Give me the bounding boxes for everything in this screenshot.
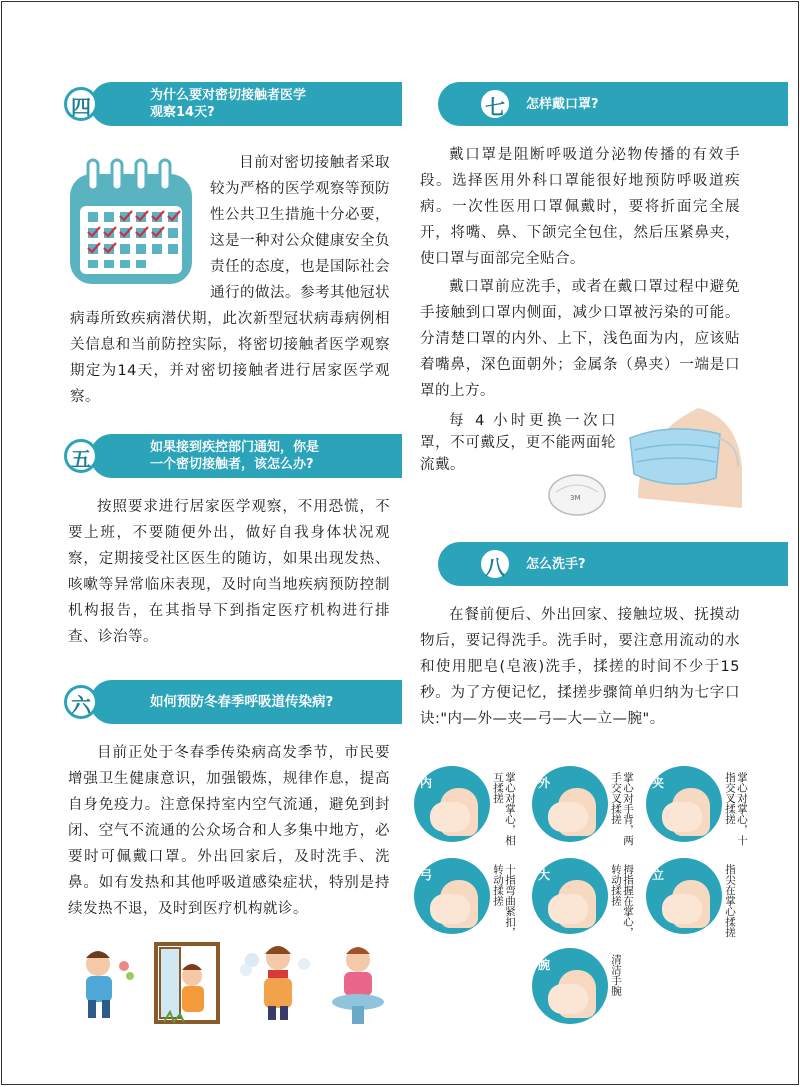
handwash-step-label: 弓 [420, 868, 433, 882]
handwash-step-1-icon [414, 766, 490, 842]
section5-title: 如果接到疾控部门通知，你是 一个密切接触者，该怎么办? [150, 440, 320, 472]
section8-text: 在餐前便后、外出回家、接触垃圾、抚摸动物后，要记得洗手。洗手时，要注意用流动的水和使用肥皂(皂液)洗手，揉搓的时间不少于15秒。为了方便记忆，揉搓步骤简单归纳为七字口诀:"内—外—夹—弓—大—立—腕"。 [420, 607, 740, 727]
section7-paragraph-2: 戴口罩前应洗手，或者在戴口罩过程中避免手接触到口罩内侧面，减少口罩被污染的可能。分清楚口罩的内外、上下，浅色面为内，应该贴着嘴鼻，深色面朝外；金属条（鼻夹）一端是口罩的上方。 [420, 279, 740, 399]
section7-text [420, 142, 740, 404]
section8-banner [438, 542, 788, 586]
handwash-step-2-icon [532, 766, 608, 842]
handwash-step-label: 夹 [652, 776, 665, 790]
handwash-step-5-icon [532, 858, 608, 934]
handwash-step-7-icon [532, 948, 608, 1024]
section4-text: 目前对密切接触者采取较为严格的医学观察等预防性公共卫生措施十分必要，这是一种对公众健康安全负责任的态度，也是国际社会通行的做法。参考其他冠状病毒所致疾病潜伏期，此次新型冠状病毒病例相关信息和当前防控实际，将密切接触者医学观察期定为14天，并对密切接触者进行居家医学观察。 [70, 155, 390, 405]
handwash-step-description: 指尖在掌心揉搓 [724, 864, 736, 938]
washing-hands-illustration [324, 942, 394, 1030]
section6-number: 六 [64, 685, 98, 719]
handwash-step-description: 掌心对手背，两手交叉揉搓 [610, 772, 634, 846]
section6-text: 目前正处于冬春季传染病高发季节，市民要增强卫生健康意识，加强锻炼，规律作息，提高自身免疫力。注意保持室内空气流通，避免到封闭、空气不流通的公众场合和人多集中地方，必要时可佩戴口罩。外出回家后，及时洗手、洗鼻。如有发热和其他呼吸道感染症状，特别是持续发热不退，及时到医疗机构就诊。 [68, 745, 390, 917]
handwash-step-description: 掌心对掌心，相互揉搓 [492, 772, 516, 846]
handwash-step-label: 立 [652, 868, 665, 882]
page [1, 1, 799, 1085]
surgical-mask-illustration [618, 398, 742, 512]
handwash-step-label: 内 [420, 776, 433, 790]
handwash-step-description: 掌心对掌心，十指交叉揉搓 [724, 772, 748, 846]
handwash-step-label: 大 [538, 868, 551, 882]
section4-title: 为什么要对密切接触者医学 观察14天? [150, 88, 307, 120]
section7-paragraph-1: 戴口罩是阻断呼吸道分泌物传播的有效手段。选择医用外科口罩能很好地预防呼吸道疾病。一次性医用口罩佩戴时，要将折面完全展开，将嘴、鼻、下颌完全包住，然后压紧鼻夹，使口罩与面部完全贴合。 [420, 147, 740, 267]
window-open-illustration [154, 942, 220, 1030]
handwash-step-6-icon [646, 858, 722, 934]
handwash-step-4-icon [414, 858, 490, 934]
child-sneeze-illustration [68, 944, 140, 1028]
handwash-step-description: 清洁手腕 [610, 954, 622, 996]
handwash-step-3-icon [646, 766, 722, 842]
section6-banner [71, 680, 402, 724]
section8-number: 八 [478, 547, 512, 581]
section8-title: 怎么洗手? [526, 556, 586, 572]
section7-number: 七 [478, 87, 512, 121]
n95-mask-illustration [546, 472, 608, 522]
section7-banner [438, 82, 788, 126]
handwash-step-label: 腕 [538, 958, 551, 972]
section5-text: 按照要求进行居家医学观察，不用恐慌，不要上班，不要随便外出，做好自我身体状况观察，定期接受社区医生的随访，如果出现发热、咳嗽等异常临床表现，及时向当地疾病预防控制机构报告，在其指导下到指定医疗机构进行排查、诊治等。 [68, 499, 390, 645]
handwash-step-label: 外 [538, 776, 551, 790]
section6-title: 如何预防冬春季呼吸道传染病? [150, 693, 334, 710]
person-with-scarf-illustration [238, 940, 314, 1030]
svg-text:3M: 3M [570, 494, 581, 502]
section4-number: 四 [64, 87, 98, 121]
handwash-step-description: 拇指握在掌心，转动揉搓 [610, 864, 634, 938]
section5-number: 五 [64, 439, 98, 473]
section7-title: 怎样戴口罩? [526, 96, 599, 112]
handwash-step-description: 十指弯曲紧扣，转动揉搓 [492, 864, 516, 938]
section4-banner [71, 82, 402, 126]
section7-paragraph-3: 每 4 小时更换一次口罩，不可戴反，更不能两面轮流戴。 [420, 413, 616, 473]
section5-banner [71, 434, 402, 478]
